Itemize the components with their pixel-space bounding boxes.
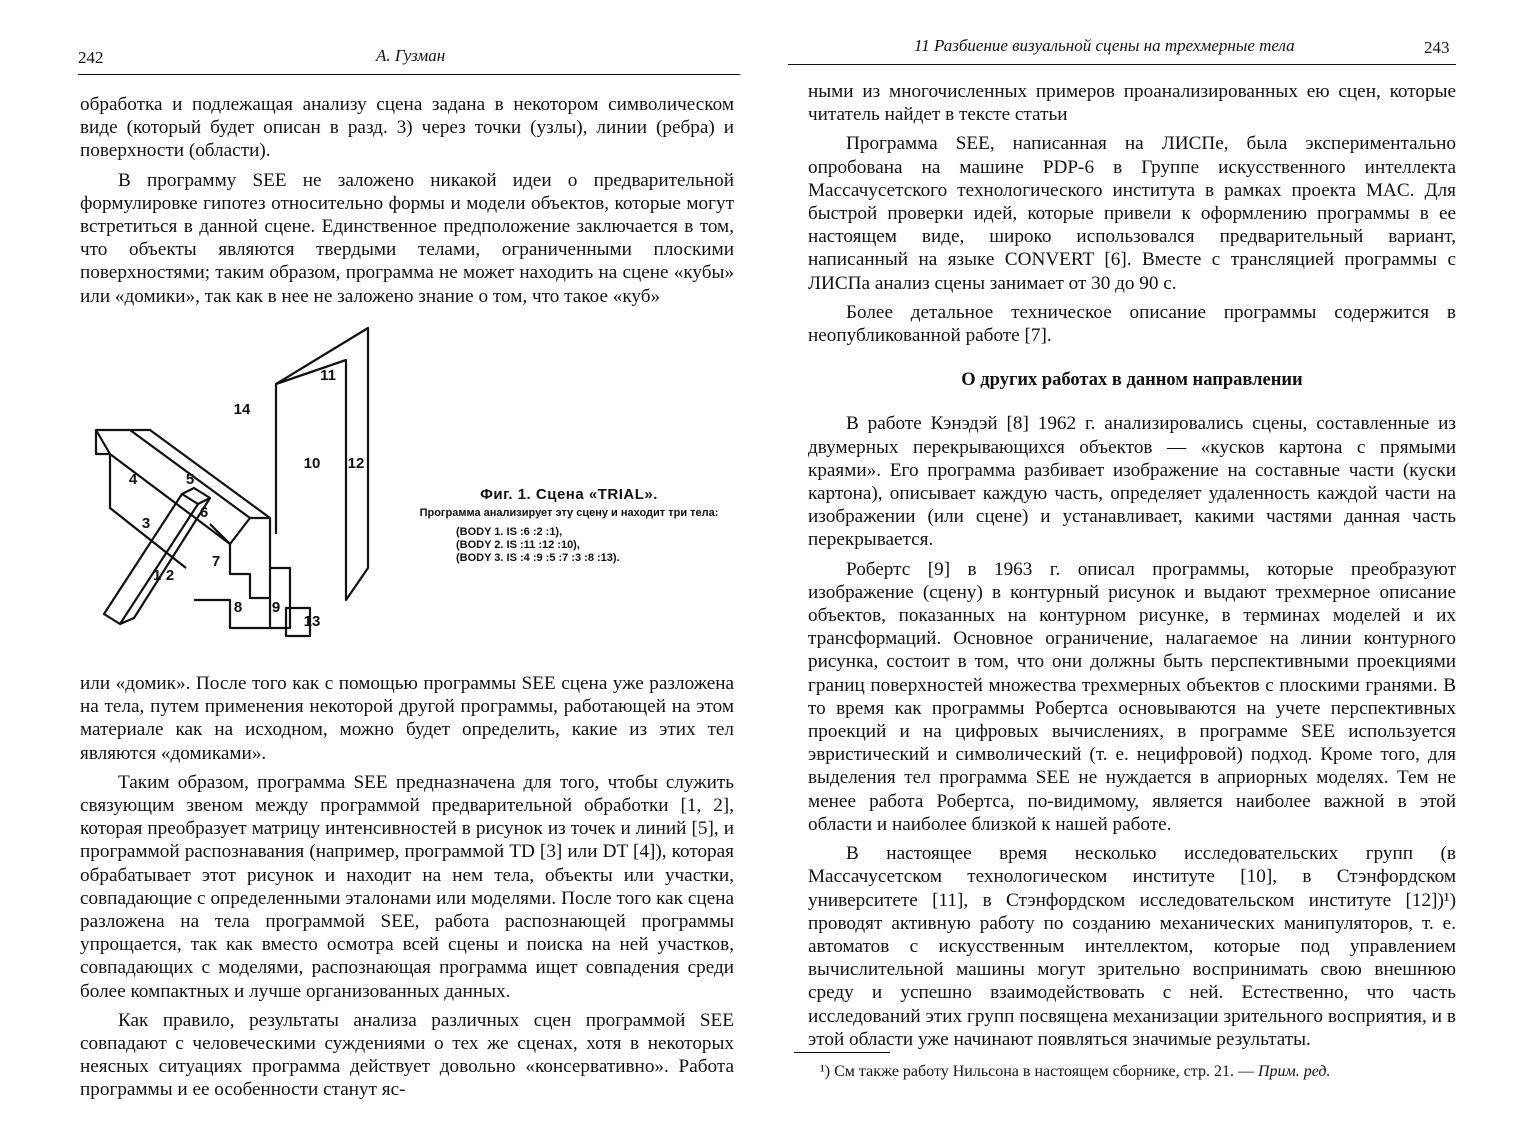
- region-label-3: 3: [141, 515, 151, 532]
- footnote-editor-note: Прим. ред.: [1257, 1063, 1331, 1080]
- paragraph: обработка и подлежащая анализу сцена задана в некотором символическом виде (который будет описан в разд. 3) через точки (узлы), линии (ребра) и поверхности (области).: [80, 94, 734, 162]
- region-label-9: 9: [271, 599, 281, 616]
- figure-caption-subtitle: Программа анализирует эту сцену и находит три тела:: [419, 507, 719, 519]
- right-page-number: 243: [1424, 38, 1450, 57]
- paragraph: Таким образом, программа SEE предназначена для того, чтобы служить связующим звеном между программой предварительной обработки [1, 2], которая преобразует матрицу интенсивностей в рисунок из точек и линий [5], и программой распознавания (например, программой TD [3] или DT [4]), которая обрабатывает этот рисунок и находит на нем тела, объекты или участки, совпадающие с определенными эталонами или моделями. После того как сцена разложена на тела программой SEE, работа распознающей программы упрощается, так как вместо осмотра всей сцены и поиска на ней участков, совпадающих с моделями, распознающая программа ищет совпадения среди более компактных и лучше организованных данных.: [80, 771, 734, 1002]
- region-label-10: 10: [303, 455, 321, 472]
- left-text-top: [80, 93, 734, 308]
- footnote: [820, 1062, 1331, 1082]
- figure-caption-title: Фиг. 1. Сцена «TRIAL».: [480, 486, 658, 503]
- paragraph: или «домик». После того как с помощью программы SEE сцена уже разложена на тела, путем применения некоторой другой программы, работающей на этом материале как на исходном, можно будет определить, какие из этих тел являются «домиками».: [80, 673, 734, 764]
- paragraph: Более детальное техническое описание программы содержится в неопубликованной работе [7].: [808, 301, 1456, 347]
- caption-line: (BODY 1. IS :6 :2 :1),: [456, 526, 563, 538]
- beam-support: [194, 544, 270, 628]
- paragraph: В настоящее время несколько исследовательских групп (в Массачусетском технологическом институте [10], в Стэнфордском университете [11], в Стэнфордском исследовательском институте [12])¹) проводят активную работу по созданию механических манипуляторов, т. е. автоматов с искусственным интеллектом, которые под управлением вычислительной машины могут зрительно воспринимать свою внешнюю среду и успешно взаимодействовать с ней. Естественно, что часть исследований этих групп посвящена механизации зрительного восприятия, и в этой области уже начинают появляться значимые результаты.: [808, 843, 1456, 1050]
- right-running-head: 11 Разбиение визуальной сцены на трехмерные тела: [914, 36, 1295, 55]
- footnote-text: См также работу Нильсона в настоящем сборнике, стр. 21. —: [834, 1063, 1254, 1080]
- paragraph: Программа SEE, написанная на ЛИСПе, была экспериментально опробована на машине PDP-6 в Группе искусственного интеллекта Массачусетского технологического института в рамках проекта MAC. Для быстрой проверки идей, которые привели к оформлению программы в ее настоящем виде, широко использовался предварительный вариант, написанный на языке CONVERT [6]. Вместе с трансляцией программы с ЛИСПа анализ сцены занимает от 30 до 90 с.: [808, 133, 1456, 294]
- footnote-rule: [794, 1052, 890, 1053]
- region-label-8: 8: [233, 599, 243, 616]
- left-page-number: 242: [78, 48, 104, 67]
- region-label-14: 14: [233, 401, 251, 418]
- region-label-1: 1: [152, 567, 162, 584]
- right-text: [808, 80, 1456, 1051]
- region-label-13: 13: [303, 613, 321, 630]
- right-page: [764, 0, 1528, 1148]
- beam-side: [110, 454, 186, 568]
- region-label-12: 12: [347, 455, 365, 472]
- caption-line: (BODY 2. IS :11 :12 :10),: [456, 539, 580, 551]
- right-header-rule: [788, 64, 1456, 65]
- region-label-7: 7: [211, 553, 221, 570]
- region-label-4: 4: [128, 471, 138, 488]
- region-label-5: 5: [185, 471, 195, 488]
- left-text-bottom: [80, 672, 734, 1102]
- footnote-marker: ¹): [820, 1063, 831, 1080]
- left-header-rule: [78, 74, 740, 75]
- figure-caption-body: [384, 526, 754, 565]
- section-heading: О других работах в данном направлении: [961, 370, 1303, 391]
- left-running-head: А. Гузман: [376, 46, 446, 65]
- paragraph: ными из многочисленных примеров проанализированных ею сцен, которые читатель найдет в тексте статьи: [808, 81, 1456, 126]
- region-label-6: 6: [199, 504, 209, 521]
- paragraph: Как правило, результаты анализа различных сцен программой SEE совпадают с человеческими суждениями о тех же сценах, хотя в некоторых неясных ситуациях программа действует довольно «консервативно». Работа программы и ее особенности станут яс-: [80, 1009, 734, 1101]
- trial-scene-drawing: [90, 318, 390, 663]
- paragraph: Робертс [9] в 1963 г. описал программы, которые преобразуют изображение (сцену) в контурный рисунок и выдают трехмерное описание объектов, показанных на контурном рисунке, в терминах моделей и их трансформаций. Основное ограничение, налагаемое на линии контурного рисунка, состоит в том, что они должны быть перспективными проекциями границ поверхностей множества трехмерных объектов с плоскими гранями. В то время как программы Робертса основываются на учете перспективных проекций и на цифровых вычислениях, в программе SEE используется эвристический и символический (т. е. нецифровой) подход. Кроме того, для выделения тел программа SEE не нуждается в априорных моделях. Тем не менее работа Робертса, по-видимому, является наиболее важной в этой области и наиболее близкой к нашей работе.: [808, 558, 1456, 835]
- stick-shadow: [210, 524, 230, 544]
- paragraph: В работе Кэнэдэй [8] 1962 г. анализировались сцены, составленные из двумерных перекрывающихся объектов — «кусков картона с прямыми краями». Его программа разбивает изображение на составные части (куски картона), описывает каждую часть, определяет удаленность каждой части на изображении (или сцене) и устанавливает, какими частями данная часть перекрывается.: [808, 413, 1456, 551]
- figure-caption: [384, 486, 754, 565]
- paragraph: В программу SEE не заложено никакой идеи о предварительной формулировке гипотез относительно формы и модели объектов, которые могут встретиться в данной сцене. Единственное предположение заключается в том, что объекты являются твердыми телами, ограниченными плоскими поверхностями; таким образом, программа не может находить на сцене «кубы» или «домики», так как в нее не заложено знание о том, что такое «куб»: [80, 169, 734, 307]
- caption-line: (BODY 3. IS :4 :9 :5 :7 :3 :8 :13).: [456, 552, 620, 564]
- region-label-2: 2: [165, 567, 175, 584]
- region-label-11: 11: [320, 367, 336, 384]
